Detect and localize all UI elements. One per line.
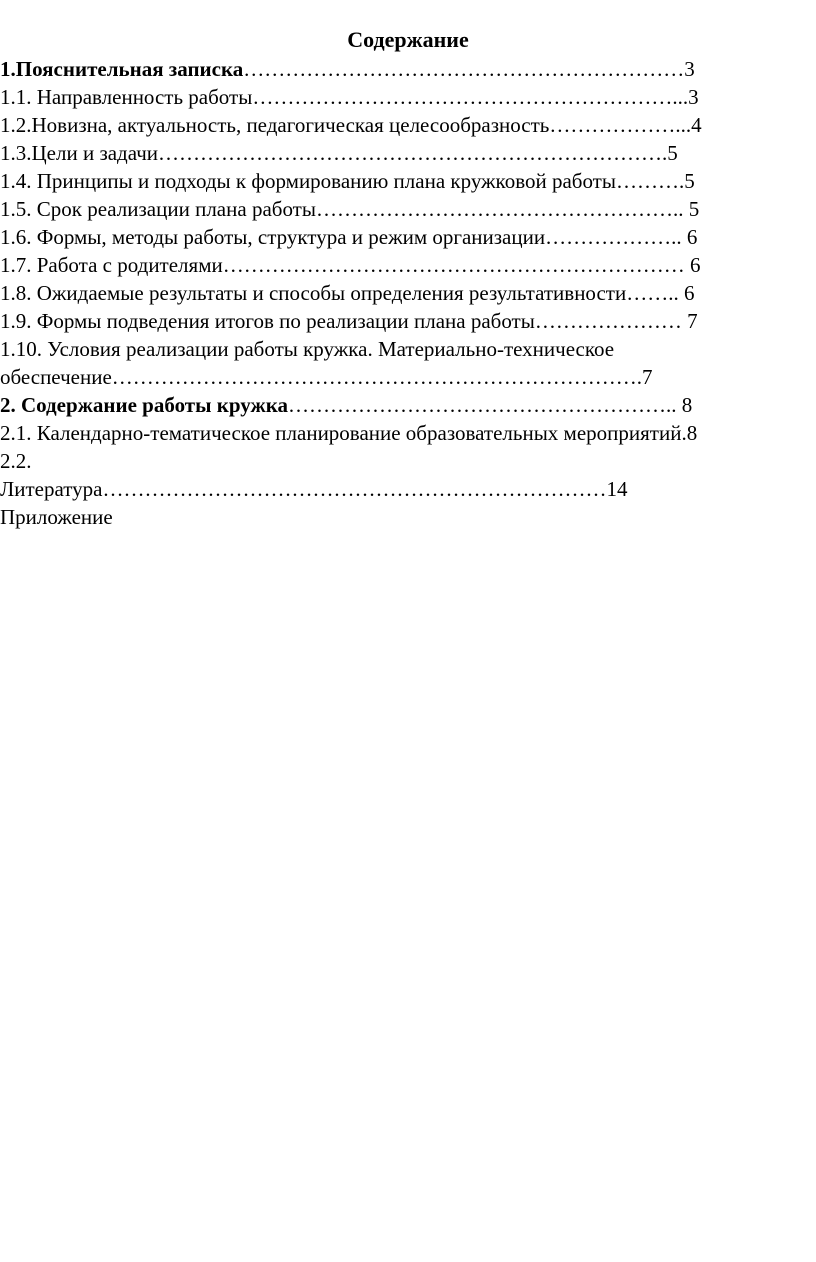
toc-entry-1-3 xyxy=(0,139,678,167)
toc-entry-leader: ……………………………………………….. 8 xyxy=(288,393,693,417)
toc-entry-leader: ………………………………………………………… 6 xyxy=(222,253,701,277)
toc-entry-leader: ………………………………………………………………….7 xyxy=(111,365,653,389)
toc-entry-text: Литература xyxy=(0,477,103,501)
toc-entry-1 xyxy=(0,55,695,83)
toc-entry-leader: ……………………………………………………………….5 xyxy=(158,141,678,165)
toc-entry-1-5 xyxy=(0,195,699,223)
toc-entry-1-8 xyxy=(0,279,694,307)
toc-entry-2 xyxy=(0,391,692,419)
toc-entry-text: 1.Пояснительная записка xyxy=(0,57,244,81)
toc-entry-text: Приложение xyxy=(0,505,113,529)
toc-entry-leader: ………………...4 xyxy=(549,113,702,137)
toc-entry-literature xyxy=(0,475,627,503)
toc-entry-1-4 xyxy=(0,167,695,195)
toc-entry-text: 2.1. Календарно-тематическое планирование образовательных мероприятий.8 xyxy=(0,421,698,445)
toc-entry-text: 1.5. Срок реализации плана работы xyxy=(0,197,316,221)
toc-entry-text: 1.4. Принципы и подходы к формированию плана кружковой работы xyxy=(0,169,616,193)
toc-entry-leader: ………………… 7 xyxy=(534,309,698,333)
toc-entry-text: 1.7. Работа с родителями xyxy=(0,253,223,277)
toc-entry-leader: …………………………………………….. 5 xyxy=(315,197,700,221)
toc-entry-leader: ……………………………………………………...3 xyxy=(252,85,699,109)
toc-entry-text: 1.3.Цели и задачи xyxy=(0,141,159,165)
toc-entry-text: 1.9. Формы подведения итогов по реализации плана работы xyxy=(0,309,535,333)
toc-entry-1-6 xyxy=(0,223,697,251)
toc-entry-text: 1.2.Новизна, актуальность, педагогическая целесообразность xyxy=(0,113,550,137)
toc-entry-text: обеспечение xyxy=(0,365,112,389)
toc-entry-1-9 xyxy=(0,307,698,335)
toc-entry-2-1 xyxy=(0,419,697,447)
toc-entry-leader: ………………………………………………………3 xyxy=(243,57,695,81)
toc-entry-2-2 xyxy=(0,447,32,475)
toc-entry-leader: ……………….. 6 xyxy=(545,225,698,249)
toc-entry-1-7 xyxy=(0,251,700,279)
toc-entry-leader: …….. 6 xyxy=(626,281,695,305)
toc-entry-appendix xyxy=(0,503,113,531)
toc-entry-1-10 xyxy=(0,335,614,363)
toc-entry-text: 1.8. Ожидаемые результаты и способы определения результативности xyxy=(0,281,627,305)
toc-entry-leader: ………………………………………………………………14 xyxy=(102,477,628,501)
toc-entry-text: 1.1. Направленность работы xyxy=(0,85,253,109)
toc-entry-1-2 xyxy=(0,111,702,139)
toc-entry-leader: ……….5 xyxy=(615,169,695,193)
toc-entry-text: 2. Содержание работы кружка xyxy=(0,393,289,417)
toc-title: Содержание xyxy=(347,27,469,52)
toc-entry-text: 2.2. xyxy=(0,449,32,473)
toc-entry-text: 1.6. Формы, методы работы, структура и режим организации xyxy=(0,225,546,249)
toc-entry-text: 1.10. Условия реализации работы кружка. Материально-техническое xyxy=(0,337,615,361)
toc-entry-1-10-continued xyxy=(0,363,653,391)
toc-entry-1-1 xyxy=(0,83,699,111)
